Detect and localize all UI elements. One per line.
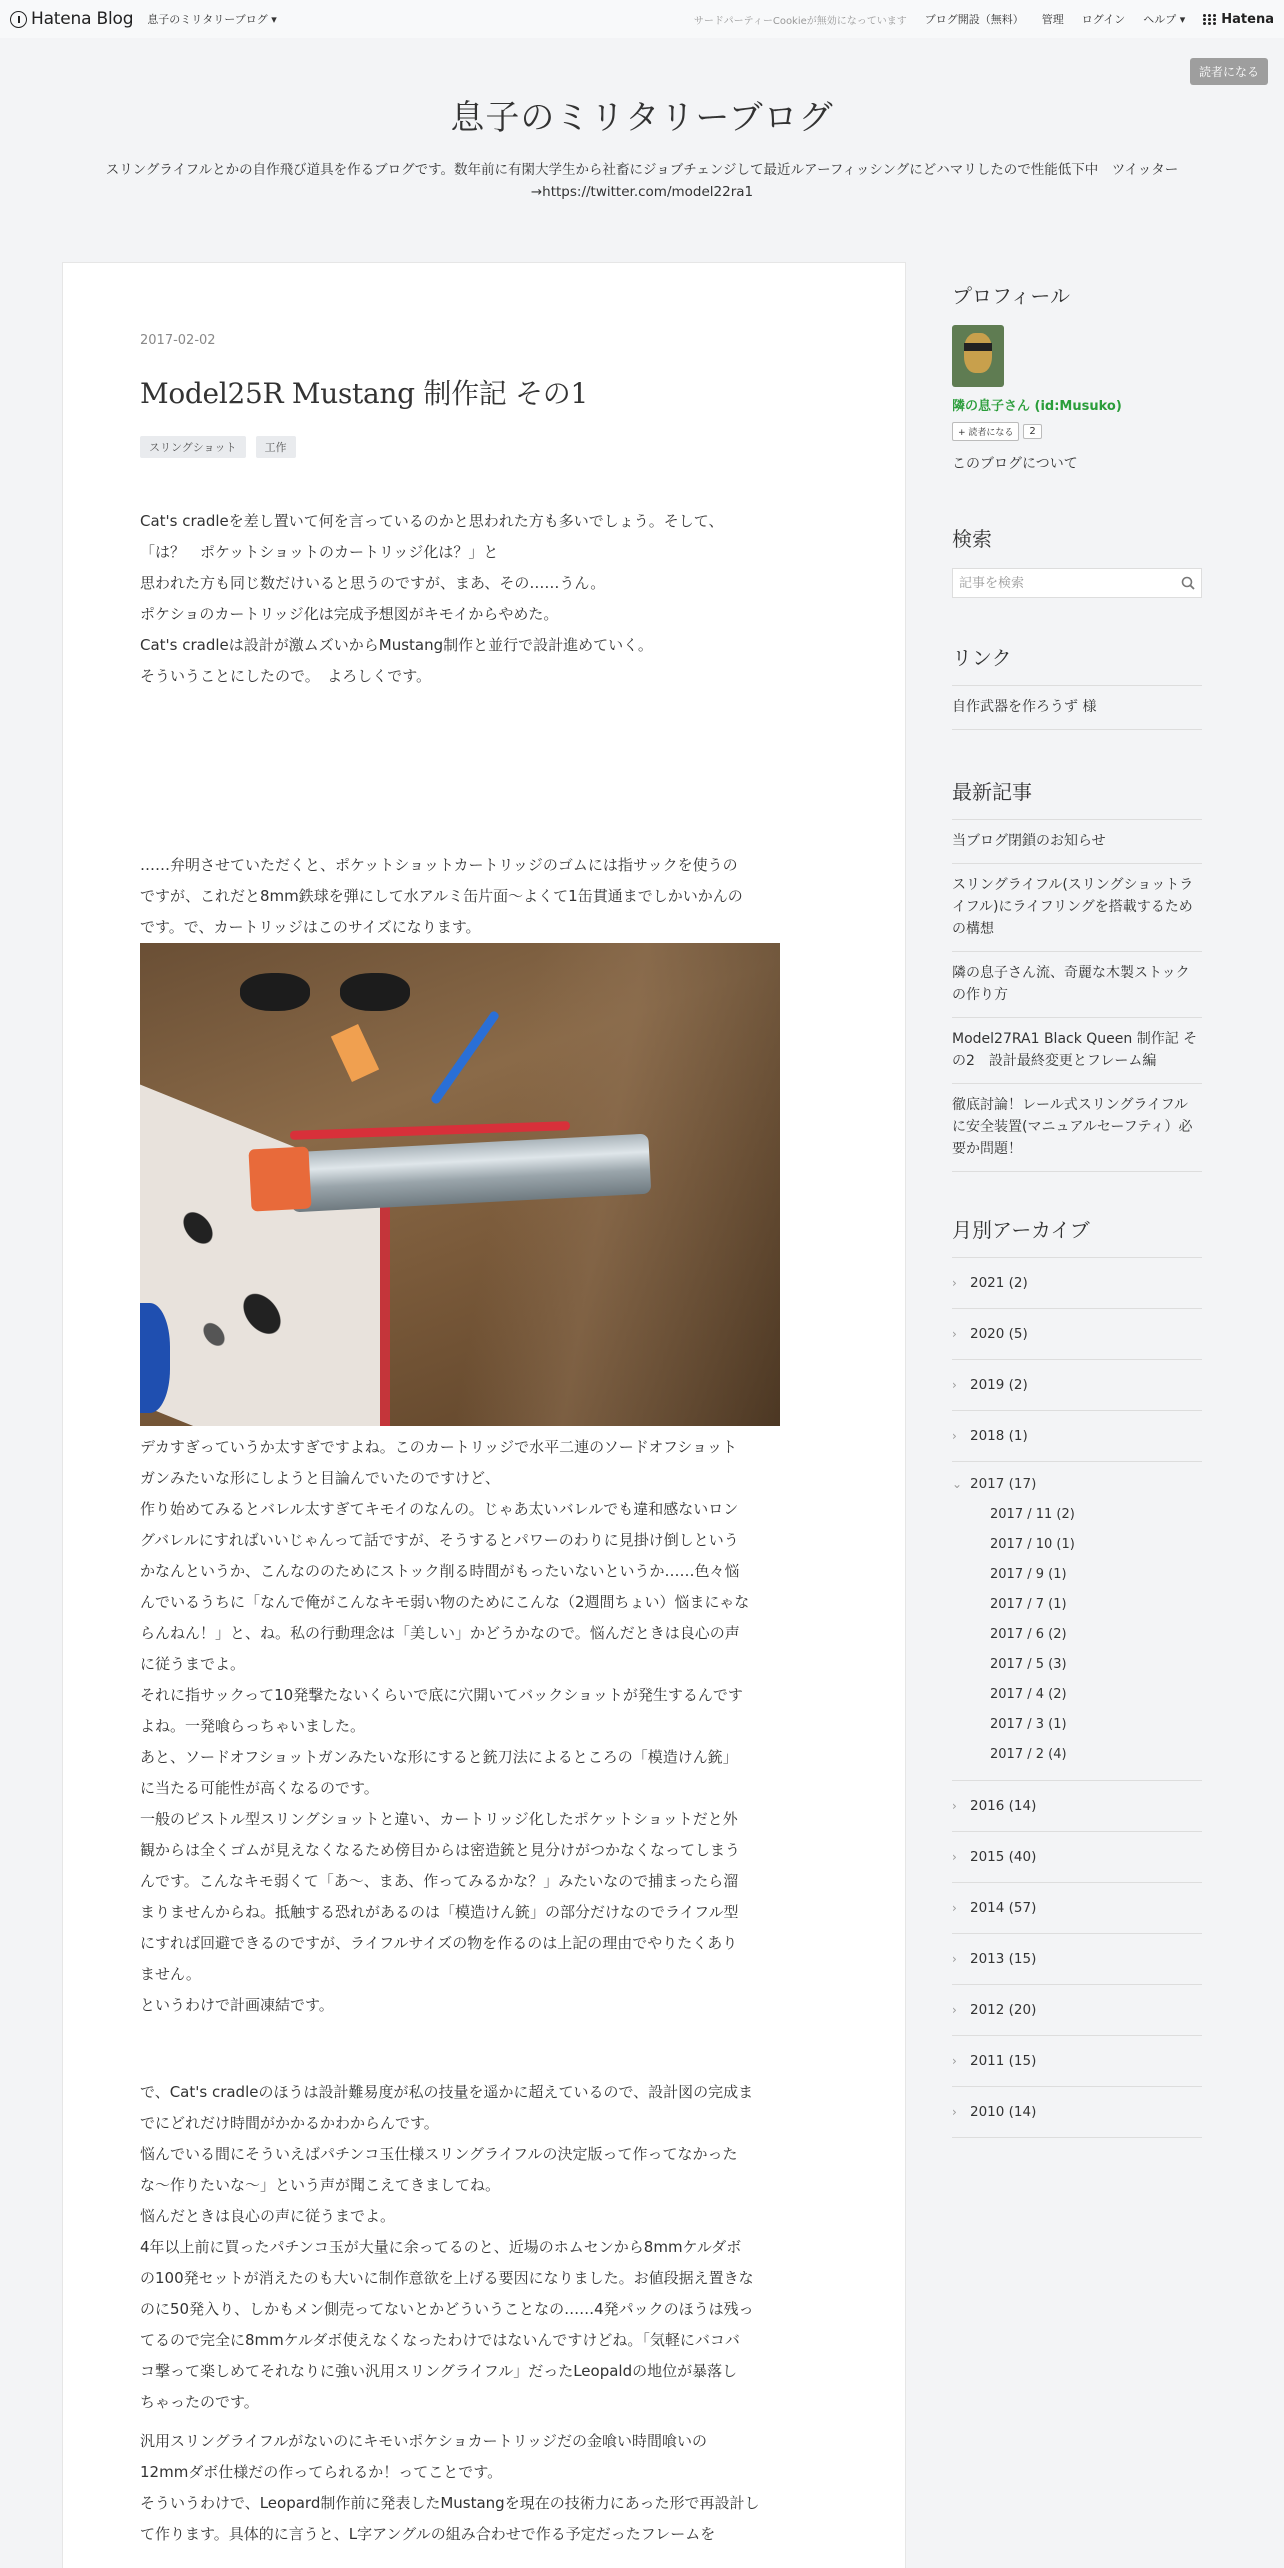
profile-avatar[interactable] <box>952 325 1004 387</box>
archive-year[interactable] <box>952 1985 1202 2036</box>
recent-entry-link[interactable]: 当ブログ閉鎖のお知らせ <box>952 820 1202 864</box>
text-line: らんねん！」と、ね。私の行動理念は「美しい」かどうかなので。悩んだときは良心の声 <box>140 1624 740 1642</box>
global-header <box>0 0 1284 38</box>
text-line: の100発セットが消えたのも大いに制作意欲を上げる要因になりました。お値段据え置きな <box>140 2269 754 2287</box>
subscribe-button-header[interactable]: 読者になる <box>1190 58 1268 85</box>
hatena-menu-label: Hatena <box>1221 11 1274 27</box>
archive-year-label: 2015 (40) <box>970 1849 1037 1865</box>
archive-month-link[interactable]: 2017 / 7 (1) <box>990 1597 1067 1612</box>
text-line: に従うまでよ。 <box>140 1655 246 1673</box>
archive-month-link[interactable]: 2017 / 2 (4) <box>990 1747 1067 1762</box>
cartridge-photo[interactable] <box>140 943 780 1426</box>
text-line: のに50発入り、しかもメン側売ってないとかどういうことなの……4発パックのほうは残っ <box>140 2300 754 2318</box>
main-content <box>62 262 906 2568</box>
subscribe-button-label: 読者になる <box>968 428 1014 438</box>
archive-month-link[interactable]: 2017 / 3 (1) <box>990 1717 1067 1732</box>
archive-year[interactable] <box>952 1411 1202 1462</box>
blog-open-link[interactable]: ブログ開設（無料） <box>924 13 1024 26</box>
chevron-right-icon[interactable]: › <box>952 1327 957 1341</box>
sidebar <box>952 262 1202 2138</box>
hatena-blog-logo-icon <box>10 11 27 28</box>
recent-entry-link[interactable]: スリングライフル(スリングショットライフル)にライフリングを搭載するための構想 <box>952 864 1202 952</box>
archive-year[interactable] <box>952 1476 1202 1492</box>
sunglasses <box>220 963 440 1023</box>
profile-name-link[interactable]: 隣の息子さん (id:Musuko) <box>952 399 1122 414</box>
chevron-right-icon[interactable]: › <box>952 1850 957 1864</box>
admin-link[interactable]: 管理 <box>1041 13 1064 26</box>
hatena-blog-logo-text: Hatena Blog <box>31 9 134 29</box>
archive-year-label: 2018 (1) <box>970 1428 1028 1444</box>
search-box <box>952 568 1202 598</box>
blog-menu-dropdown[interactable]: 息子のミリタリーブログ ▾ <box>147 13 277 26</box>
links-module <box>952 642 1202 730</box>
text-line: ……弁明させていただくと、ポケットショットカートリッジのゴムには指サックを使うの <box>140 856 738 874</box>
archive-year[interactable] <box>952 1934 1202 1985</box>
search-input[interactable] <box>959 576 1181 591</box>
entry-paragraph-4 <box>140 2077 829 2418</box>
archive-year-label: 2017 (17) <box>970 1476 1037 1492</box>
recent-entry-link[interactable]: 徹底討論！レール式スリングライフルに安全装置(マニュアルセーフティ）必要か問題！ <box>952 1084 1202 1172</box>
text-line: にすれば回避できるのですが、ライフルサイズの物を作るのは上記の理由でやりたくあり <box>140 1934 738 1952</box>
recent-list <box>952 819 1202 1172</box>
text-line: 悩んだときは良心の声に従うまでよ。 <box>140 2207 396 2225</box>
text-line: 「は？ ポケットショットのカートリッジ化は？」と <box>140 543 499 561</box>
chevron-right-icon[interactable]: › <box>952 2003 957 2017</box>
entry-paragraph-5 <box>140 2426 829 2550</box>
recent-entry-link[interactable]: Model27RA1 Black Queen 制作記 その2 設計最終変更とフレーム編 <box>952 1018 1202 1084</box>
chevron-right-icon[interactable]: › <box>952 1276 957 1290</box>
category-tag[interactable]: 工作 <box>256 436 296 458</box>
archive-year[interactable] <box>952 1309 1202 1360</box>
profile-module <box>952 280 1202 473</box>
text-line: まりませんからね。抵触する恐れがあるのは「模造けん銃」の部分だけなのでライフル型 <box>140 1903 739 1921</box>
subscriber-count[interactable]: 2 <box>1023 424 1041 439</box>
text-line: 思われた方も同じ数だけいると思うのですが、まあ、その……うん。 <box>140 574 606 592</box>
entry-article <box>63 263 905 2550</box>
text-line: 作り始めてみるとバレル太すぎてキモイのなんの。じゃあ太いバレルでも違和感ないロン <box>140 1500 739 1518</box>
text-line: それに指サックって10発撃たないくらいで底に穴開いてバックショットが発生するんです <box>140 1686 743 1704</box>
text-line: かなんというか、こんなののためにストック削る時間がもったいないというか……色々悩 <box>140 1562 740 1580</box>
text-line: 12mmダボ仕様だの作ってられるか！ってことです。 <box>140 2463 503 2481</box>
archive-year-label: 2019 (2) <box>970 1377 1028 1393</box>
text-line: 4年以上前に買ったパチンコ玉が大量に余ってるのと、近場のホムセンから8mmケルダボ <box>140 2238 742 2256</box>
text-line: んでいるうちに「なんで俺がこんなキモ弱い物のためにこんな（2週間ちょい）悩まにゃな <box>140 1593 750 1611</box>
archive-year-label: 2010 (14) <box>970 2104 1037 2120</box>
chevron-right-icon[interactable]: › <box>952 1378 957 1392</box>
blog-description: スリングライフルとかの自作飛び道具を作るブログです。数年前に有閑大学生から社畜にジョブチェンジして最近ルアーフィッシングにどハマリしたので性能低下中 ツイッター→https://twitter.com/model22ra1 <box>105 162 1179 200</box>
links-list <box>952 685 1202 730</box>
text-line: です。で、カートリッジはこのサイズになります。 <box>140 918 481 936</box>
chevron-right-icon[interactable]: › <box>952 2054 957 2068</box>
hatena-dots-icon <box>1203 14 1217 25</box>
chevron-right-icon[interactable]: › <box>952 1429 957 1443</box>
recent-heading: 最新記事 <box>952 780 1032 804</box>
text-line: な〜作りたいな〜」という声が聞こえてきましてね。 <box>140 2176 501 2194</box>
text-line: に当たる可能性が高くなるのです。 <box>140 1779 379 1797</box>
archive-year[interactable] <box>952 1360 1202 1411</box>
text-line: ません。 <box>140 1965 201 1983</box>
entry-paragraph-1 <box>140 506 829 692</box>
archive-year-label: 2011 (15) <box>970 2053 1037 2069</box>
text-line: てるので完全に8mmケルダボ使えなくなったわけではないんですけどね。「気軽にバコバ <box>140 2331 740 2349</box>
login-link[interactable]: ログイン <box>1081 13 1126 26</box>
text-line: そういうわけで、Leopard制作前に発表したMustangを現在の技術力にあった形で再設計し <box>140 2494 760 2512</box>
hatena-blog-logo[interactable] <box>10 9 133 29</box>
entry-paragraph-2 <box>140 850 829 943</box>
text-line: というわけで計画凍結です。 <box>140 1996 334 2014</box>
archive-year[interactable] <box>952 1258 1202 1309</box>
text-line: 悩んでいる間にそういえばパチンコ玉仕様スリングライフルの決定版って作ってなかった <box>140 2145 738 2163</box>
links-heading: リンク <box>952 646 1012 670</box>
chevron-right-icon[interactable]: › <box>952 1799 957 1813</box>
spacer <box>140 692 829 850</box>
entry-paragraph-3 <box>140 1432 829 2021</box>
text-line: Cat's cradleは設計が激ムズいからMustang制作と並行で設計進めていく。 <box>140 636 653 654</box>
archive-year-label: 2021 (2) <box>970 1275 1028 1291</box>
chevron-right-icon[interactable]: › <box>952 2105 957 2119</box>
link-item[interactable]: 自作武器を作ろうず 様 <box>952 686 1202 730</box>
chevron-down-icon[interactable]: ⌄ <box>952 1477 963 1491</box>
text-line: デカすぎっていうか太すぎですよね。このカートリッジで水平二連のソードオフショット <box>140 1438 738 1456</box>
archive-year[interactable] <box>952 1883 1202 1934</box>
archive-year[interactable] <box>952 2036 1202 2087</box>
text-line: 一般のピストル型スリングショットと違い、カートリッジ化したポケットショットだと外 <box>140 1810 738 1828</box>
text-line: で、Cat's cradleのほうは設計難易度が私の技量を遥かに超えているので、設計図の完成ま <box>140 2083 754 2101</box>
text-line: ちゃったのです。 <box>140 2393 259 2411</box>
archive-year[interactable] <box>952 1832 1202 1883</box>
text-line: 観からは全くゴムが見えなくなるため傍目からは密造銃と見分けがつかなくなってしまう <box>140 1841 741 1859</box>
entry-date[interactable]: 2017-02-02 <box>140 333 216 348</box>
recent-entries-module <box>952 776 1202 1172</box>
subscribe-button[interactable]: + 読者になる <box>952 422 1019 441</box>
text-line: ポケショのカートリッジ化は完成予想図がキモイからやめた。 <box>140 605 559 623</box>
hatena-menu[interactable] <box>1203 12 1274 27</box>
profile-heading: プロフィール <box>952 284 1070 308</box>
archive-month-link[interactable]: 2017 / 6 (2) <box>990 1627 1067 1642</box>
spacer <box>140 2021 829 2077</box>
text-line: んです。こんなキモ弱くて「あ〜、まあ、作ってみるかな？」みたいなので捕まったら溜 <box>140 1872 739 1890</box>
entry-title[interactable]: Model25R Mustang 制作記 その1 <box>140 377 588 410</box>
archive-month-list <box>952 1500 1202 1770</box>
archive-year-label: 2016 (14) <box>970 1798 1037 1814</box>
entry-categories <box>140 436 829 458</box>
blog-title[interactable]: 息子のミリタリーブログ <box>450 98 834 138</box>
recent-entry-link[interactable]: 隣の息子さん流、奇麗な木製ストックの作り方 <box>952 952 1202 1018</box>
archive-year-label: 2020 (5) <box>970 1326 1028 1342</box>
archive-month-link[interactable]: 2017 / 11 (2) <box>990 1507 1075 1522</box>
text-line: でにどれだけ時間がかかるかわからんです。 <box>140 2114 439 2132</box>
text-line: よね。一発喰らっちゃいました。 <box>140 1717 366 1735</box>
text-line: ガンみたいな形にしようと目論んでいたのですけど、 <box>140 1469 501 1487</box>
text-line: あと、ソードオフショットガンみたいな形にすると銃刀法によるところの「模造けん銃」 <box>140 1748 738 1766</box>
cookie-notice[interactable]: サードパーティーCookieが無効になっています <box>693 15 907 27</box>
archive-year-label: 2014 (57) <box>970 1900 1037 1916</box>
archive-month-link[interactable]: 2017 / 5 (3) <box>990 1657 1067 1672</box>
text-line: 汎用スリングライフルがないのにキモいポケショカートリッジだの金喰い時間喰いの <box>140 2432 708 2450</box>
subscribe-row <box>952 422 1202 441</box>
archive-month-link[interactable]: 2017 / 9 (1) <box>990 1567 1067 1582</box>
text-line: そういうことにしたので。 よろしくです。 <box>140 667 432 685</box>
archive-module <box>952 1214 1202 2138</box>
archive-list <box>952 1257 1202 2138</box>
archive-month-link[interactable]: 2017 / 10 (1) <box>990 1537 1075 1552</box>
archive-month-link[interactable]: 2017 / 4 (2) <box>990 1687 1067 1702</box>
text-line: て作ります。具体的に言うと、L字アングルの組み合わせで作る予定だったフレームを <box>140 2525 716 2543</box>
archive-year[interactable] <box>952 2087 1202 2138</box>
chevron-right-icon[interactable]: › <box>952 1952 957 1966</box>
archive-year[interactable] <box>952 1781 1202 1832</box>
text-line: Cat's cradleを差し置いて何を言っているのかと思われた方も多いでしょう。そして、 <box>140 512 724 530</box>
text-line: グバレルにすればいいじゃんって話ですが、そうするとパワーのわりに見掛け倒しという <box>140 1531 739 1549</box>
chevron-right-icon[interactable]: › <box>952 1901 957 1915</box>
archive-year-label: 2013 (15) <box>970 1951 1037 1967</box>
search-module <box>952 523 1202 598</box>
about-blog-link[interactable]: このブログについて <box>952 456 1078 472</box>
search-heading: 検索 <box>952 527 992 551</box>
archive-year-expanded <box>952 1462 1202 1781</box>
archive-heading: 月別アーカイブ <box>952 1218 1090 1242</box>
search-icon[interactable] <box>1181 576 1195 590</box>
text-line: ですが、これだと8mm鉄球を弾にして水アルミ缶片面〜よくて1缶貫通までしかいかんの <box>140 887 743 905</box>
blog-header <box>0 38 1284 203</box>
archive-year-label: 2012 (20) <box>970 2002 1037 2018</box>
category-tag[interactable]: スリングショット <box>140 436 246 458</box>
text-line: コ撃って楽しめてそれなりに強い汎用スリングライフル」だったLeopaldの地位が暴落し <box>140 2362 738 2380</box>
help-dropdown[interactable]: ヘルプ ▾ <box>1143 13 1186 26</box>
